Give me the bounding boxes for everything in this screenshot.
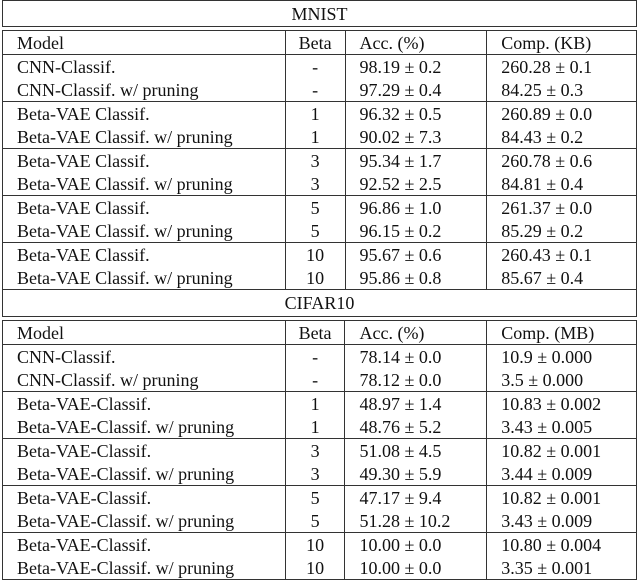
cell-model: Beta-VAE Classif. w/ pruning [3, 219, 286, 243]
table-row [3, 556, 637, 580]
table-row [3, 462, 637, 486]
header-accuracy: Acc. (%) [345, 31, 487, 55]
cell-compression: 260.28 ± 0.1 [487, 55, 637, 79]
cell-accuracy: 51.08 ± 4.5 [345, 439, 487, 463]
cell-compression: 3.43 ± 0.009 [487, 509, 637, 533]
cell-model: Beta-VAE-Classif. w/ pruning [3, 462, 286, 486]
cell-beta: - [285, 345, 345, 369]
cell-model: Beta-VAE Classif. [3, 149, 286, 173]
cell-accuracy: 48.76 ± 5.2 [345, 415, 487, 439]
cell-accuracy: 95.86 ± 0.8 [345, 266, 487, 290]
cell-beta: 3 [285, 439, 345, 463]
cell-beta: 5 [285, 219, 345, 243]
table-row [3, 55, 637, 79]
cell-model: CNN-Classif. [3, 55, 286, 79]
cell-model: CNN-Classif. w/ pruning [3, 78, 286, 102]
table-row [3, 243, 637, 267]
section-table [2, 320, 637, 580]
cell-beta: 1 [285, 102, 345, 126]
cell-beta: 3 [285, 462, 345, 486]
cell-beta: 10 [285, 266, 345, 290]
table-row [3, 533, 637, 557]
cell-model: Beta-VAE Classif. [3, 243, 286, 267]
cell-accuracy: 47.17 ± 9.4 [345, 486, 487, 510]
cell-accuracy: 48.97 ± 1.4 [345, 392, 487, 416]
cell-model: CNN-Classif. [3, 345, 286, 369]
cell-accuracy: 97.29 ± 0.4 [345, 78, 487, 102]
cell-compression: 260.43 ± 0.1 [487, 243, 637, 267]
cell-model: Beta-VAE-Classif. [3, 533, 286, 557]
cell-beta: 5 [285, 509, 345, 533]
table-row [3, 509, 637, 533]
cell-beta: 1 [285, 392, 345, 416]
header-accuracy: Acc. (%) [345, 321, 487, 345]
header-beta: Beta [285, 321, 345, 345]
cell-compression: 3.5 ± 0.000 [487, 368, 637, 392]
cell-compression: 3.44 ± 0.009 [487, 462, 637, 486]
section-title: MNIST [2, 0, 637, 27]
cell-model: Beta-VAE-Classif. w/ pruning [3, 509, 286, 533]
cell-accuracy: 96.15 ± 0.2 [345, 219, 487, 243]
cell-model: Beta-VAE Classif. [3, 102, 286, 126]
cell-beta: - [285, 368, 345, 392]
table-row [3, 125, 637, 149]
table-row [3, 102, 637, 126]
header-model: Model [3, 321, 286, 345]
cell-model: Beta-VAE Classif. w/ pruning [3, 266, 286, 290]
header-compression: Comp. (KB) [487, 31, 637, 55]
cell-accuracy: 49.30 ± 5.9 [345, 462, 487, 486]
cell-compression: 85.67 ± 0.4 [487, 266, 637, 290]
header-row [3, 321, 637, 345]
section-title: CIFAR10 [2, 290, 637, 317]
cell-beta: 1 [285, 125, 345, 149]
cell-beta: - [285, 78, 345, 102]
table-row [3, 172, 637, 196]
section-table [2, 30, 637, 290]
table-row [3, 415, 637, 439]
table-row [3, 266, 637, 290]
cell-model: Beta-VAE-Classif. w/ pruning [3, 415, 286, 439]
cell-accuracy: 98.19 ± 0.2 [345, 55, 487, 79]
results-table [2, 0, 637, 580]
cell-compression: 85.29 ± 0.2 [487, 219, 637, 243]
cell-accuracy: 92.52 ± 2.5 [345, 172, 487, 196]
table-row [3, 149, 637, 173]
table-row [3, 392, 637, 416]
cell-model: Beta-VAE-Classif. [3, 486, 286, 510]
cell-compression: 84.43 ± 0.2 [487, 125, 637, 149]
cell-accuracy: 95.67 ± 0.6 [345, 243, 487, 267]
cell-accuracy: 10.00 ± 0.0 [345, 556, 487, 580]
table-row [3, 219, 637, 243]
table-row [3, 78, 637, 102]
cell-model: CNN-Classif. w/ pruning [3, 368, 286, 392]
cell-compression: 10.83 ± 0.002 [487, 392, 637, 416]
cell-beta: 1 [285, 415, 345, 439]
cell-accuracy: 78.12 ± 0.0 [345, 368, 487, 392]
cell-beta: 10 [285, 556, 345, 580]
cell-compression: 3.35 ± 0.001 [487, 556, 637, 580]
cell-accuracy: 78.14 ± 0.0 [345, 345, 487, 369]
cell-compression: 260.78 ± 0.6 [487, 149, 637, 173]
table-row [3, 368, 637, 392]
cell-compression: 260.89 ± 0.0 [487, 102, 637, 126]
cell-accuracy: 95.34 ± 1.7 [345, 149, 487, 173]
cell-model: Beta-VAE-Classif. w/ pruning [3, 556, 286, 580]
cell-beta: 5 [285, 196, 345, 220]
cell-beta: 5 [285, 486, 345, 510]
cell-compression: 10.82 ± 0.001 [487, 486, 637, 510]
header-row [3, 31, 637, 55]
cell-model: Beta-VAE Classif. [3, 196, 286, 220]
cell-beta: 10 [285, 533, 345, 557]
cell-accuracy: 96.86 ± 1.0 [345, 196, 487, 220]
cell-model: Beta-VAE Classif. w/ pruning [3, 172, 286, 196]
cell-accuracy: 51.28 ± 10.2 [345, 509, 487, 533]
cell-compression: 10.9 ± 0.000 [487, 345, 637, 369]
cell-beta: 3 [285, 172, 345, 196]
header-model: Model [3, 31, 286, 55]
table-row [3, 486, 637, 510]
cell-compression: 261.37 ± 0.0 [487, 196, 637, 220]
cell-model: Beta-VAE-Classif. [3, 392, 286, 416]
cell-accuracy: 10.00 ± 0.0 [345, 533, 487, 557]
cell-model: Beta-VAE-Classif. [3, 439, 286, 463]
cell-beta: 3 [285, 149, 345, 173]
cell-compression: 84.81 ± 0.4 [487, 172, 637, 196]
cell-compression: 3.43 ± 0.005 [487, 415, 637, 439]
cell-beta: 10 [285, 243, 345, 267]
header-compression: Comp. (MB) [487, 321, 637, 345]
table-row [3, 345, 637, 369]
cell-compression: 10.80 ± 0.004 [487, 533, 637, 557]
cell-beta: - [285, 55, 345, 79]
table-row [3, 196, 637, 220]
cell-accuracy: 96.32 ± 0.5 [345, 102, 487, 126]
cell-compression: 84.25 ± 0.3 [487, 78, 637, 102]
cell-model: Beta-VAE Classif. w/ pruning [3, 125, 286, 149]
table-row [3, 439, 637, 463]
cell-accuracy: 90.02 ± 7.3 [345, 125, 487, 149]
header-beta: Beta [285, 31, 345, 55]
cell-compression: 10.82 ± 0.001 [487, 439, 637, 463]
